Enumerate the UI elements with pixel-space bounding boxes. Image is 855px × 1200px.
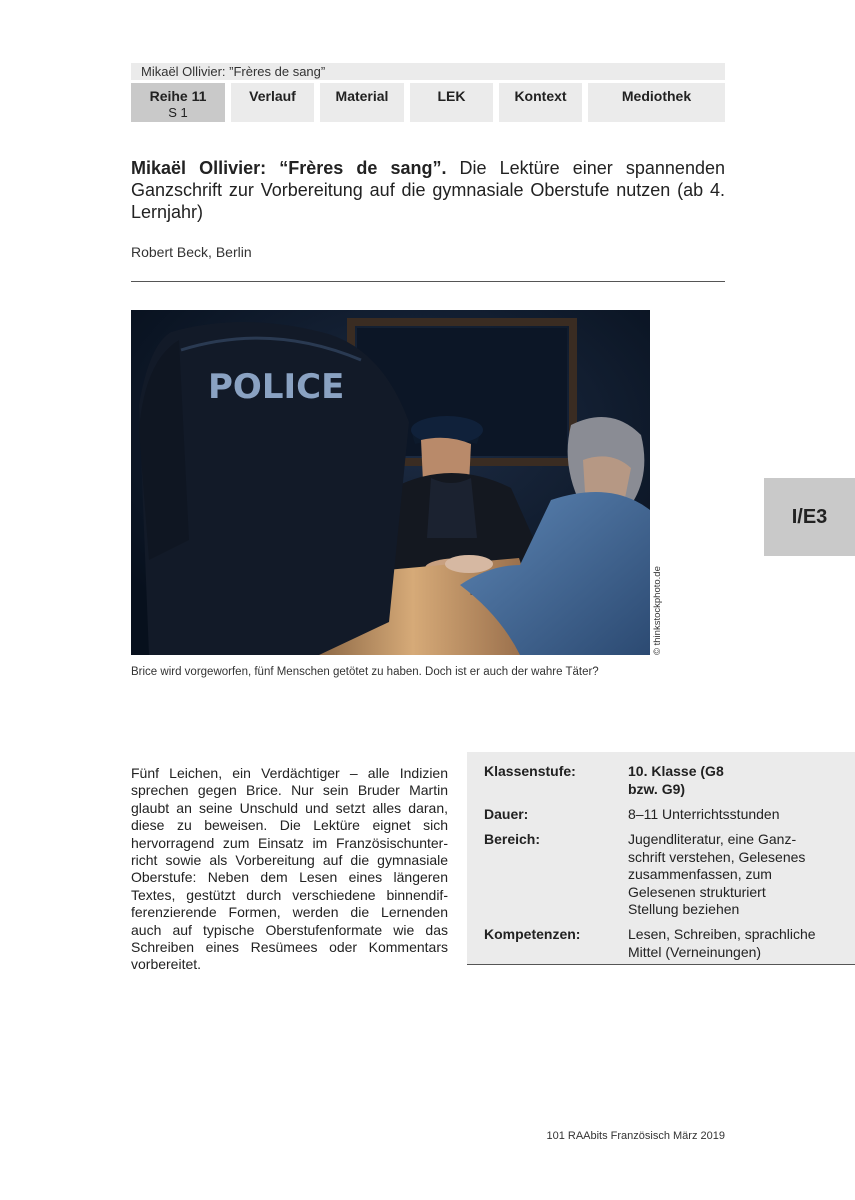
- nav-tab-kontext-label: Kontext: [514, 88, 567, 104]
- nav-tab-reihe-label: Reihe 11: [149, 88, 207, 104]
- document-title-bold: Mikaël Ollivier: “Frères de sang”.: [131, 158, 447, 178]
- nav-tab-lek[interactable]: [410, 83, 493, 122]
- photo-caption: Brice wird vorgeworfen, fünf Menschen getötet zu haben. Doch ist er auch der wahre Täter?: [131, 666, 599, 678]
- bereich-label: Bereich:: [484, 831, 541, 847]
- klassenstufe-value: 10. Klasse (G8 bzw. G9): [628, 763, 724, 797]
- dauer-value: 8–11 Unterrichtsstunden: [628, 806, 780, 822]
- photo-credit: © thinkstockphoto.de: [652, 566, 663, 655]
- nav-tab-kontext[interactable]: [499, 83, 582, 122]
- kompetenzen-value: Lesen, Schreiben, sprachliche Mittel (Verneinungen): [628, 926, 816, 960]
- nav-tab-mediothek-label: Mediothek: [621, 88, 692, 104]
- author: Robert Beck, Berlin: [131, 244, 252, 260]
- klassenstufe-label: Klassenstufe:: [484, 763, 576, 779]
- interrogation-photo: [131, 310, 650, 655]
- police-jacket-text: POLICE: [208, 367, 345, 407]
- nav-tab-verlauf[interactable]: [231, 83, 314, 122]
- section-tab: I/E3: [764, 478, 855, 556]
- nav-tab-lek-label: LEK: [437, 88, 466, 104]
- nav-tab-verlauf-label: Verlauf: [249, 88, 296, 104]
- document-title-rest: Die Lektüre einer spannenden Ganzschrift zur Vorbereitung auf die gymnasiale Oberstufe nutzen (ab 4. Lernjahr): [131, 158, 725, 222]
- intro-paragraph: Fünf Leichen, ein Verdächtiger – alle Indizien sprechen gegen Brice. Nur sein Bruder Martin glaubt an seine Unschuld und setzt alles daran, diese zu beweisen. Die Lektüre eignet sich hervorragend zum Einsatz im Französischunterricht sowie als Vorbereitung auf die gymnasiale Oberstufe: Neben dem Lesen eines längeren Textes, gestützt durch verschiedene binnendifferenzierende Formen, werden die Lernenden auch auf typische Oberstufenformate wie das Schreiben eines Resümees oder Kommentars vorbereitet.: [131, 765, 448, 973]
- nav-tab-reihe-sub: S 1: [168, 105, 188, 120]
- nav-tab-material[interactable]: [320, 83, 404, 122]
- page-footer: 101 RAAbits Französisch März 2019: [546, 1130, 725, 1142]
- nav-tab-mediothek[interactable]: [588, 83, 725, 122]
- kompetenzen-label: Kompetenzen:: [484, 926, 581, 942]
- nav-tab-material-label: Material: [335, 88, 389, 104]
- divider: [131, 281, 725, 282]
- nav-tab-reihe[interactable]: [131, 83, 225, 122]
- bereich-value: Jugendliteratur, eine Ganzschrift verstehen, Gelesenes zusammenfassen, zum Gelesenen strukturiert Stellung beziehen: [628, 831, 806, 917]
- dauer-label: Dauer:: [484, 806, 529, 822]
- document-title: [131, 157, 725, 223]
- running-title: Mikaël Ollivier: ”Frères de sang”: [131, 63, 725, 80]
